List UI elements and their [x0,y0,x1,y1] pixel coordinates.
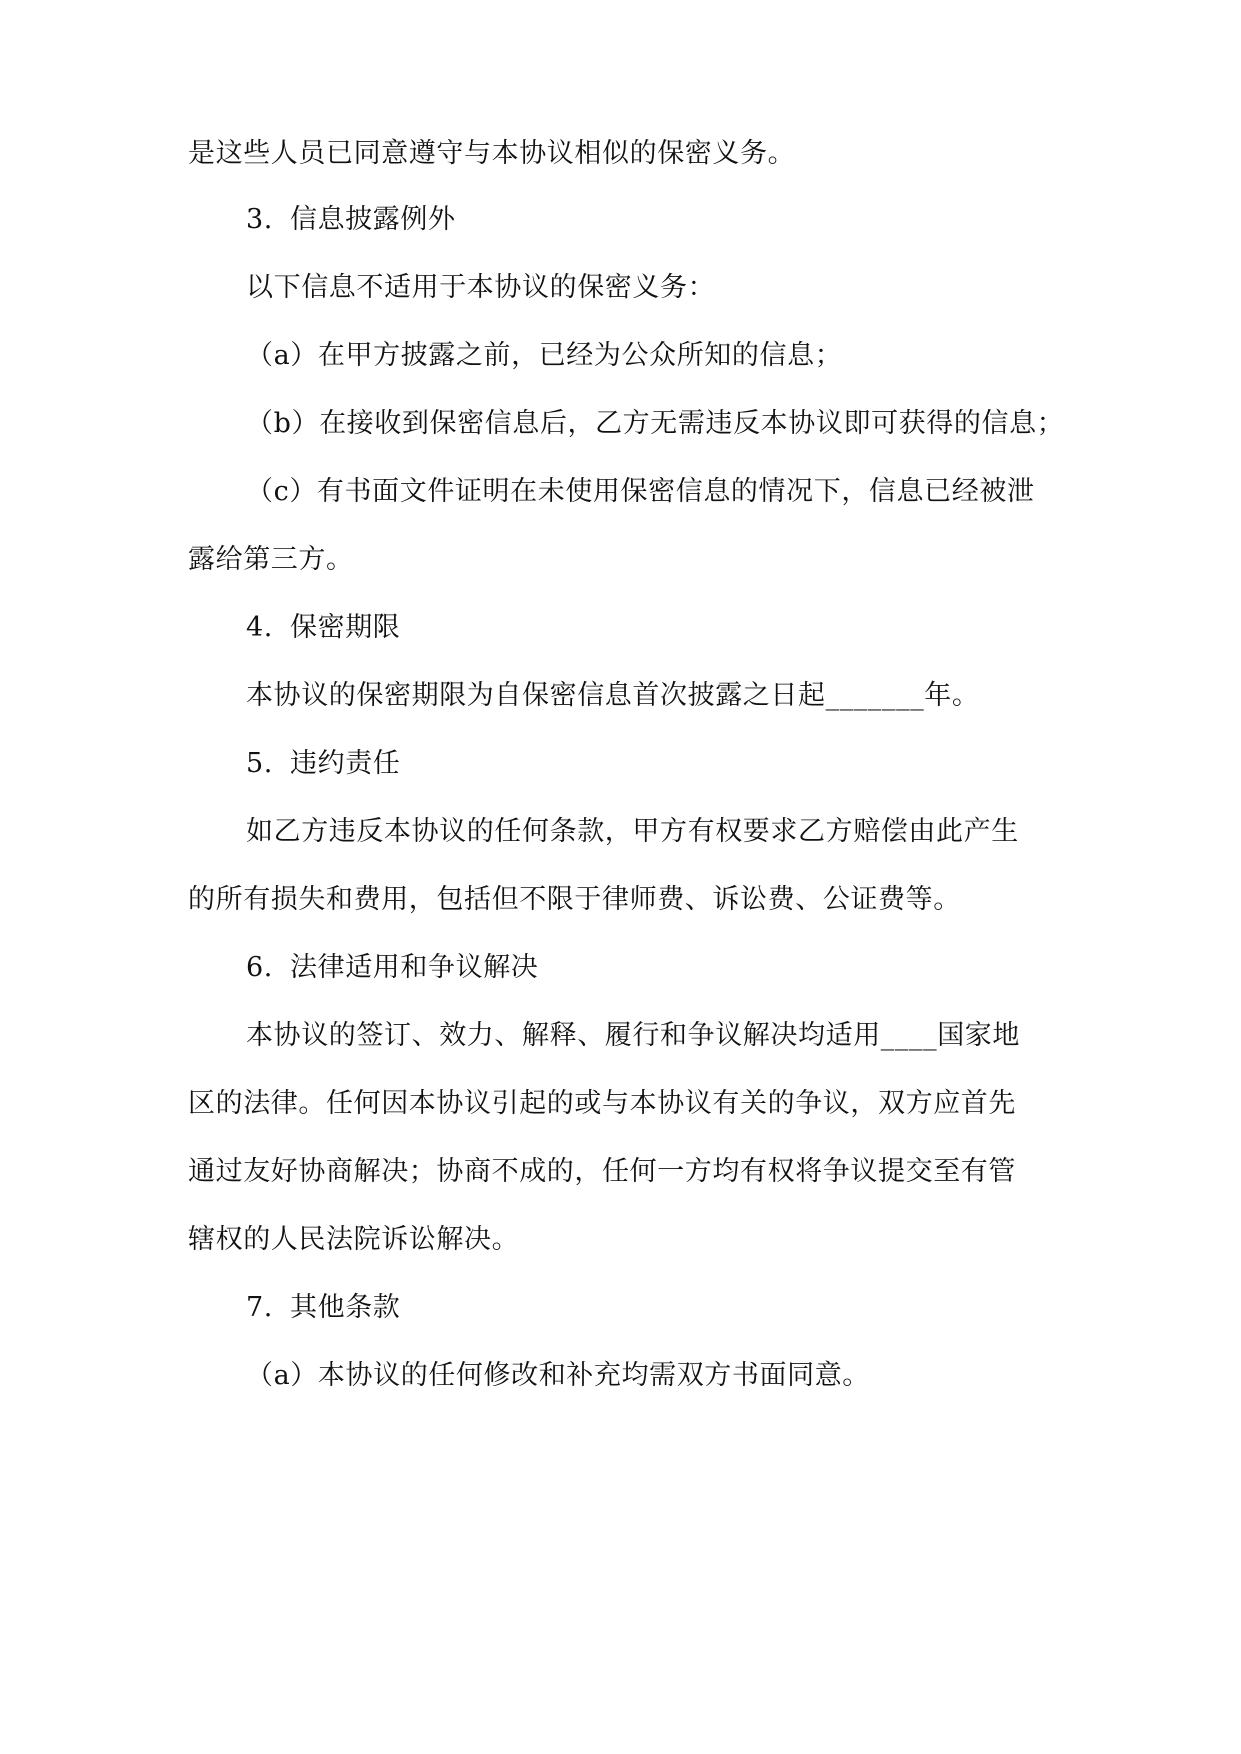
paragraph-line: 以下信息不适用于本协议的保密义务： [246,272,716,303]
section-heading-6 [246,948,1116,988]
section-heading-3 [246,200,1116,240]
section-heading-4 [246,608,1116,648]
section-title: 法律适用和争议解决 [290,952,539,983]
paragraph-line: 辖权的人民法院诉讼解决。 [188,1224,520,1255]
section-number: 4. [246,612,273,643]
paragraph-line: 露给第三方。 [188,544,354,575]
list-item-a: （a）在甲方披露之前，已经为公众所知的信息； [246,340,843,371]
section-number: 6. [246,952,273,983]
list-item-a: （a）本协议的任何修改和补充均需双方书面同意。 [246,1360,870,1391]
paragraph-line: 的所有损失和费用，包括但不限于律师费、诉讼费、公证费等。 [188,884,961,915]
section-title: 违约责任 [290,748,401,779]
section-title: 其他条款 [290,1292,401,1323]
section-title: 保密期限 [290,612,401,643]
list-item-b: （b）在接收到保密信息后，乙方无需违反本协议即可获得的信息； [246,408,1065,439]
section-heading-5 [246,744,1116,784]
paragraph-line: 本协议的保密期限为自保密信息首次披露之日起_______年。 [246,680,980,711]
section-number: 7. [246,1292,273,1323]
paragraph-line: 通过友好协商解决；协商不成的，任何一方均有权将争议提交至有管 [188,1156,1016,1187]
paragraph-line: 如乙方违反本协议的任何条款，甲方有权要求乙方赔偿由此产生 [246,816,1019,847]
section-heading-7 [246,1288,1116,1328]
paragraph-line: 区的法律。任何因本协议引起的或与本协议有关的争议，双方应首先 [188,1088,1016,1119]
section-number: 5. [246,748,273,779]
section-number: 3. [246,204,273,235]
paragraph-line: 是这些人员已同意遵守与本协议相似的保密义务。 [188,138,796,169]
paragraph-line: 本协议的签订、效力、解释、履行和争议解决均适用____国家地 [246,1020,1020,1051]
list-item-c: （c）有书面文件证明在未使用保密信息的情况下，信息已经被泄 [246,476,1035,507]
section-title: 信息披露例外 [290,204,456,235]
